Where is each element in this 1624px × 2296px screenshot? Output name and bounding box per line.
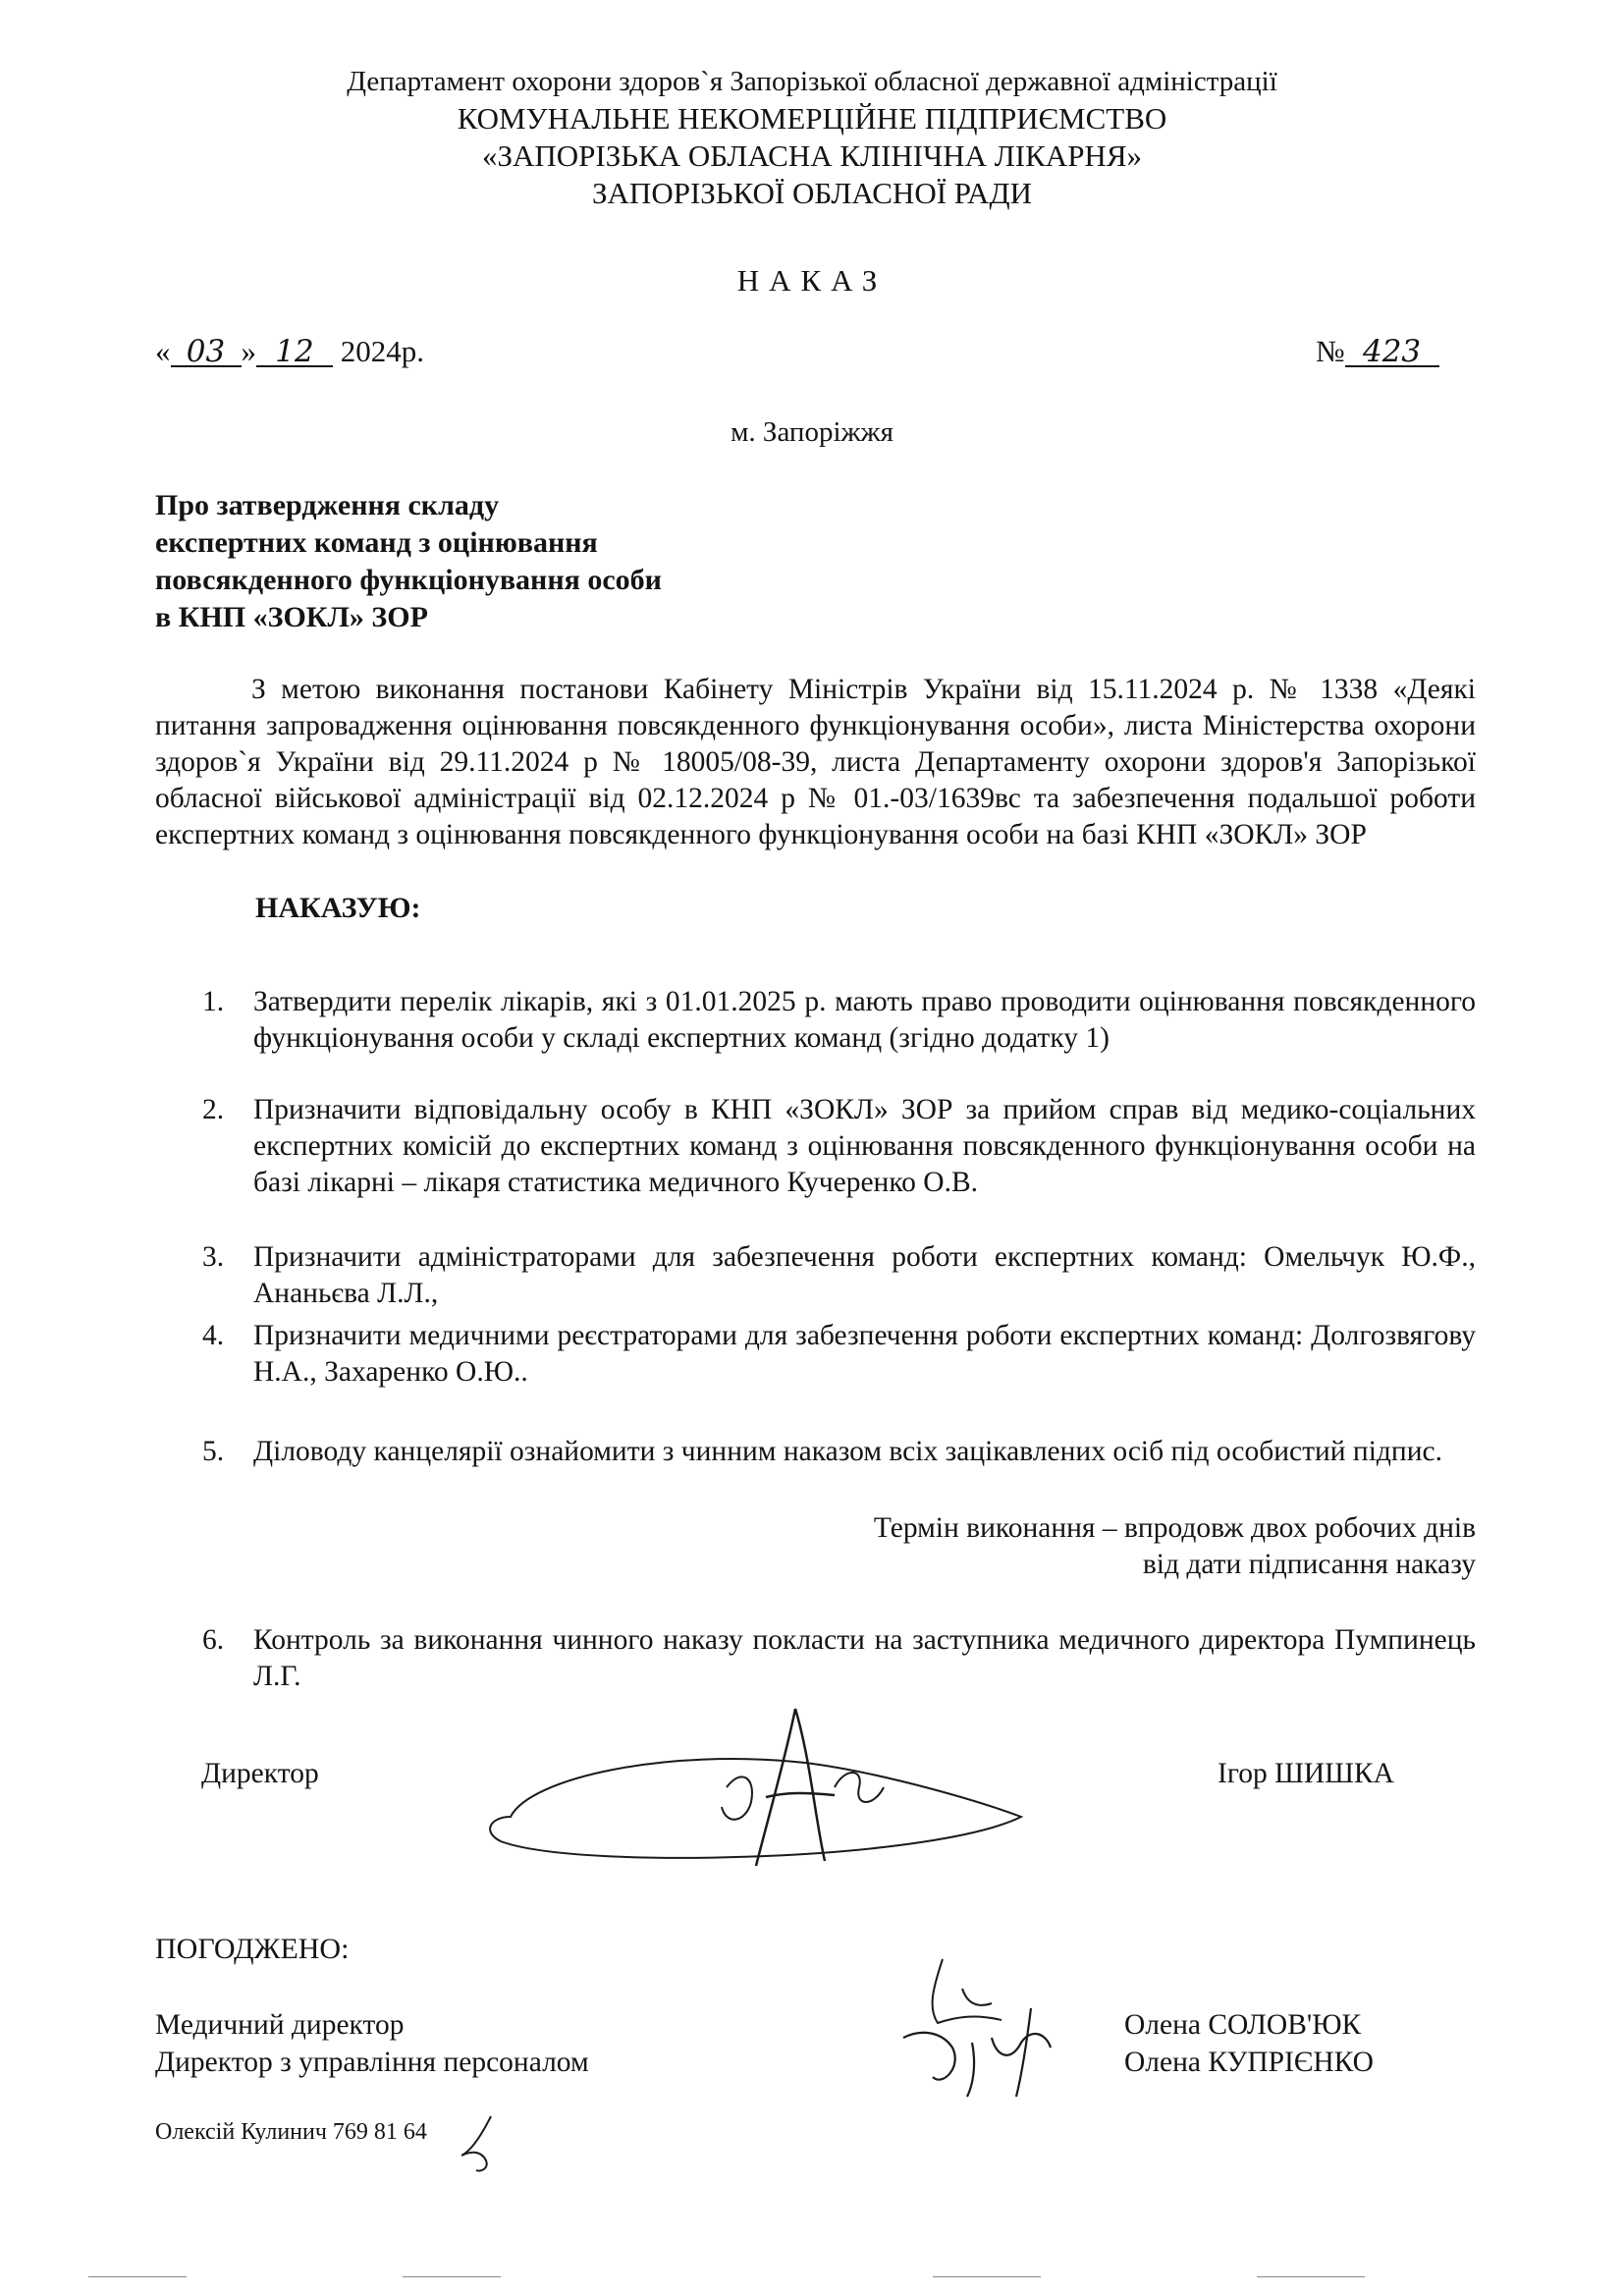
item-text: Контроль за виконання чинного наказу покласти на заступника медичного директора Пумпинець Л.Г. (253, 1624, 1476, 1692)
subject-line: Про затвердження складу (155, 489, 500, 521)
letterhead-department: Департамент охорони здоров`я Запорізької обласної державної адміністрації (347, 66, 1277, 97)
item-text: Діловоду канцелярії ознайомити з чинним наказом всіх зацікавлених осіб під особистий підпис. (253, 1436, 1442, 1467)
agreed-name: Олена КУПРІЄНКО (1124, 2047, 1374, 2078)
footer-rule (403, 2276, 501, 2277)
order-number-value: 423 (1345, 338, 1439, 367)
agreed-position: Директор з управління персоналом (155, 2047, 589, 2078)
date-day: 03 (171, 338, 242, 367)
letterhead-hospital-name: «ЗАПОРІЗЬКА ОБЛАСНА КЛІНІЧНА ЛІКАРНЯ» (481, 138, 1142, 173)
executor-contact: Олексій Кулинич 769 81 64 (155, 2119, 427, 2145)
footer-rule (1257, 2276, 1365, 2277)
director-name: Ігор ШИШКА (1218, 1758, 1394, 1789)
director-title: Директор (201, 1758, 319, 1789)
item-number: 2. (202, 1094, 225, 1125)
agreed-heading: ПОГОДЖЕНО: (155, 1933, 350, 1965)
item-text: Призначити відповідальну особу в КНП «ЗОКЛ» ЗОР за прийом справ від медико-соціальних експертних комісій до експертних команд з оцінювання повсякденного функціонування особи на базі лікарні – лікаря статистика медичного Кучеренко О.В. (253, 1094, 1476, 1198)
preamble: З метою виконання постанови Кабінету Міністрів України від 15.11.2024 р. № 1338 «Деякі питання запровадження оцінювання повсякденного функціонування особи», листа Міністерства охорони здоров`я України від 29.11.2024 р № 18005/08-39, листа Департаменту охорони здоров'я Запорізької обласної військової адміністрації від 02.12.2024 р № 01.-03/1639вс та забезпечення подальшої роботи експертних команд з оцінювання повсякденного функціонування особи на базі КНП «ЗОКЛ» ЗОР (155, 674, 1476, 850)
item-text: Затвердити перелік лікарів, які з 01.01.2025 р. мають право проводити оцінювання повсякденного функціонування особи у складі експертних команд (згідно додатку 1) (253, 986, 1476, 1054)
item-number: 5. (202, 1436, 225, 1467)
document-type: НАКАЗ (736, 263, 888, 298)
agreed-signatures (884, 1949, 1080, 2106)
date-close-quote: » (241, 334, 256, 368)
order-item (155, 1092, 1476, 1201)
order-subject (155, 487, 662, 636)
date-month: 12 (256, 338, 333, 367)
subject-line: повсякденного функціонування особи (155, 564, 662, 596)
letterhead (0, 63, 1624, 212)
footer-rule (88, 2276, 187, 2277)
term-line: від дати підписання наказу (1142, 1549, 1476, 1580)
agreed-position: Медичний директор (155, 2009, 405, 2041)
order-item (155, 1239, 1476, 1312)
order-word: НАКАЗУЮ: (255, 892, 421, 924)
execution-term (874, 1510, 1476, 1583)
letterhead-enterprise-type: КОМУНАЛЬНЕ НЕКОМЕРЦІЙНЕ ПІДПРИЄМСТВО (457, 101, 1167, 136)
term-line: Термін виконання – впродовж двох робочих днів (873, 1512, 1476, 1544)
item-number: 4. (202, 1320, 225, 1351)
order-item (155, 1434, 1476, 1470)
subject-line: експертних команд з оцінювання (155, 526, 598, 559)
footer-rule (933, 2276, 1041, 2277)
director-signature (471, 1669, 1060, 1886)
order-item (155, 984, 1476, 1057)
item-text: Призначити адміністраторами для забезпечення роботи експертних команд: Омельчук Ю.Ф., Ананьєва Л.Л., (253, 1241, 1476, 1309)
item-number: 6. (202, 1624, 225, 1656)
order-item (155, 1318, 1476, 1391)
date-open-quote: « (155, 334, 171, 368)
order-number-prefix: № (1316, 334, 1345, 368)
executor-signature (452, 2111, 511, 2180)
subject-line: в КНП «ЗОКЛ» ЗОР (155, 601, 428, 633)
agreed-name: Олена СОЛОВ'ЮК (1124, 2009, 1362, 2041)
order-number (1316, 334, 1439, 369)
item-number: 3. (202, 1241, 225, 1273)
city: м. Запоріжжя (731, 416, 893, 448)
letterhead-council: ЗАПОРІЗЬКОЇ ОБЛАСНОЇ РАДИ (592, 176, 1032, 210)
date-year: 2024р. (340, 334, 424, 368)
item-number: 1. (202, 986, 225, 1017)
item-text: Призначити медичними реєстраторами для забезпечення роботи експертних команд: Долгозвягову Н.А., Захаренко О.Ю.. (253, 1320, 1476, 1388)
order-date (155, 334, 424, 369)
